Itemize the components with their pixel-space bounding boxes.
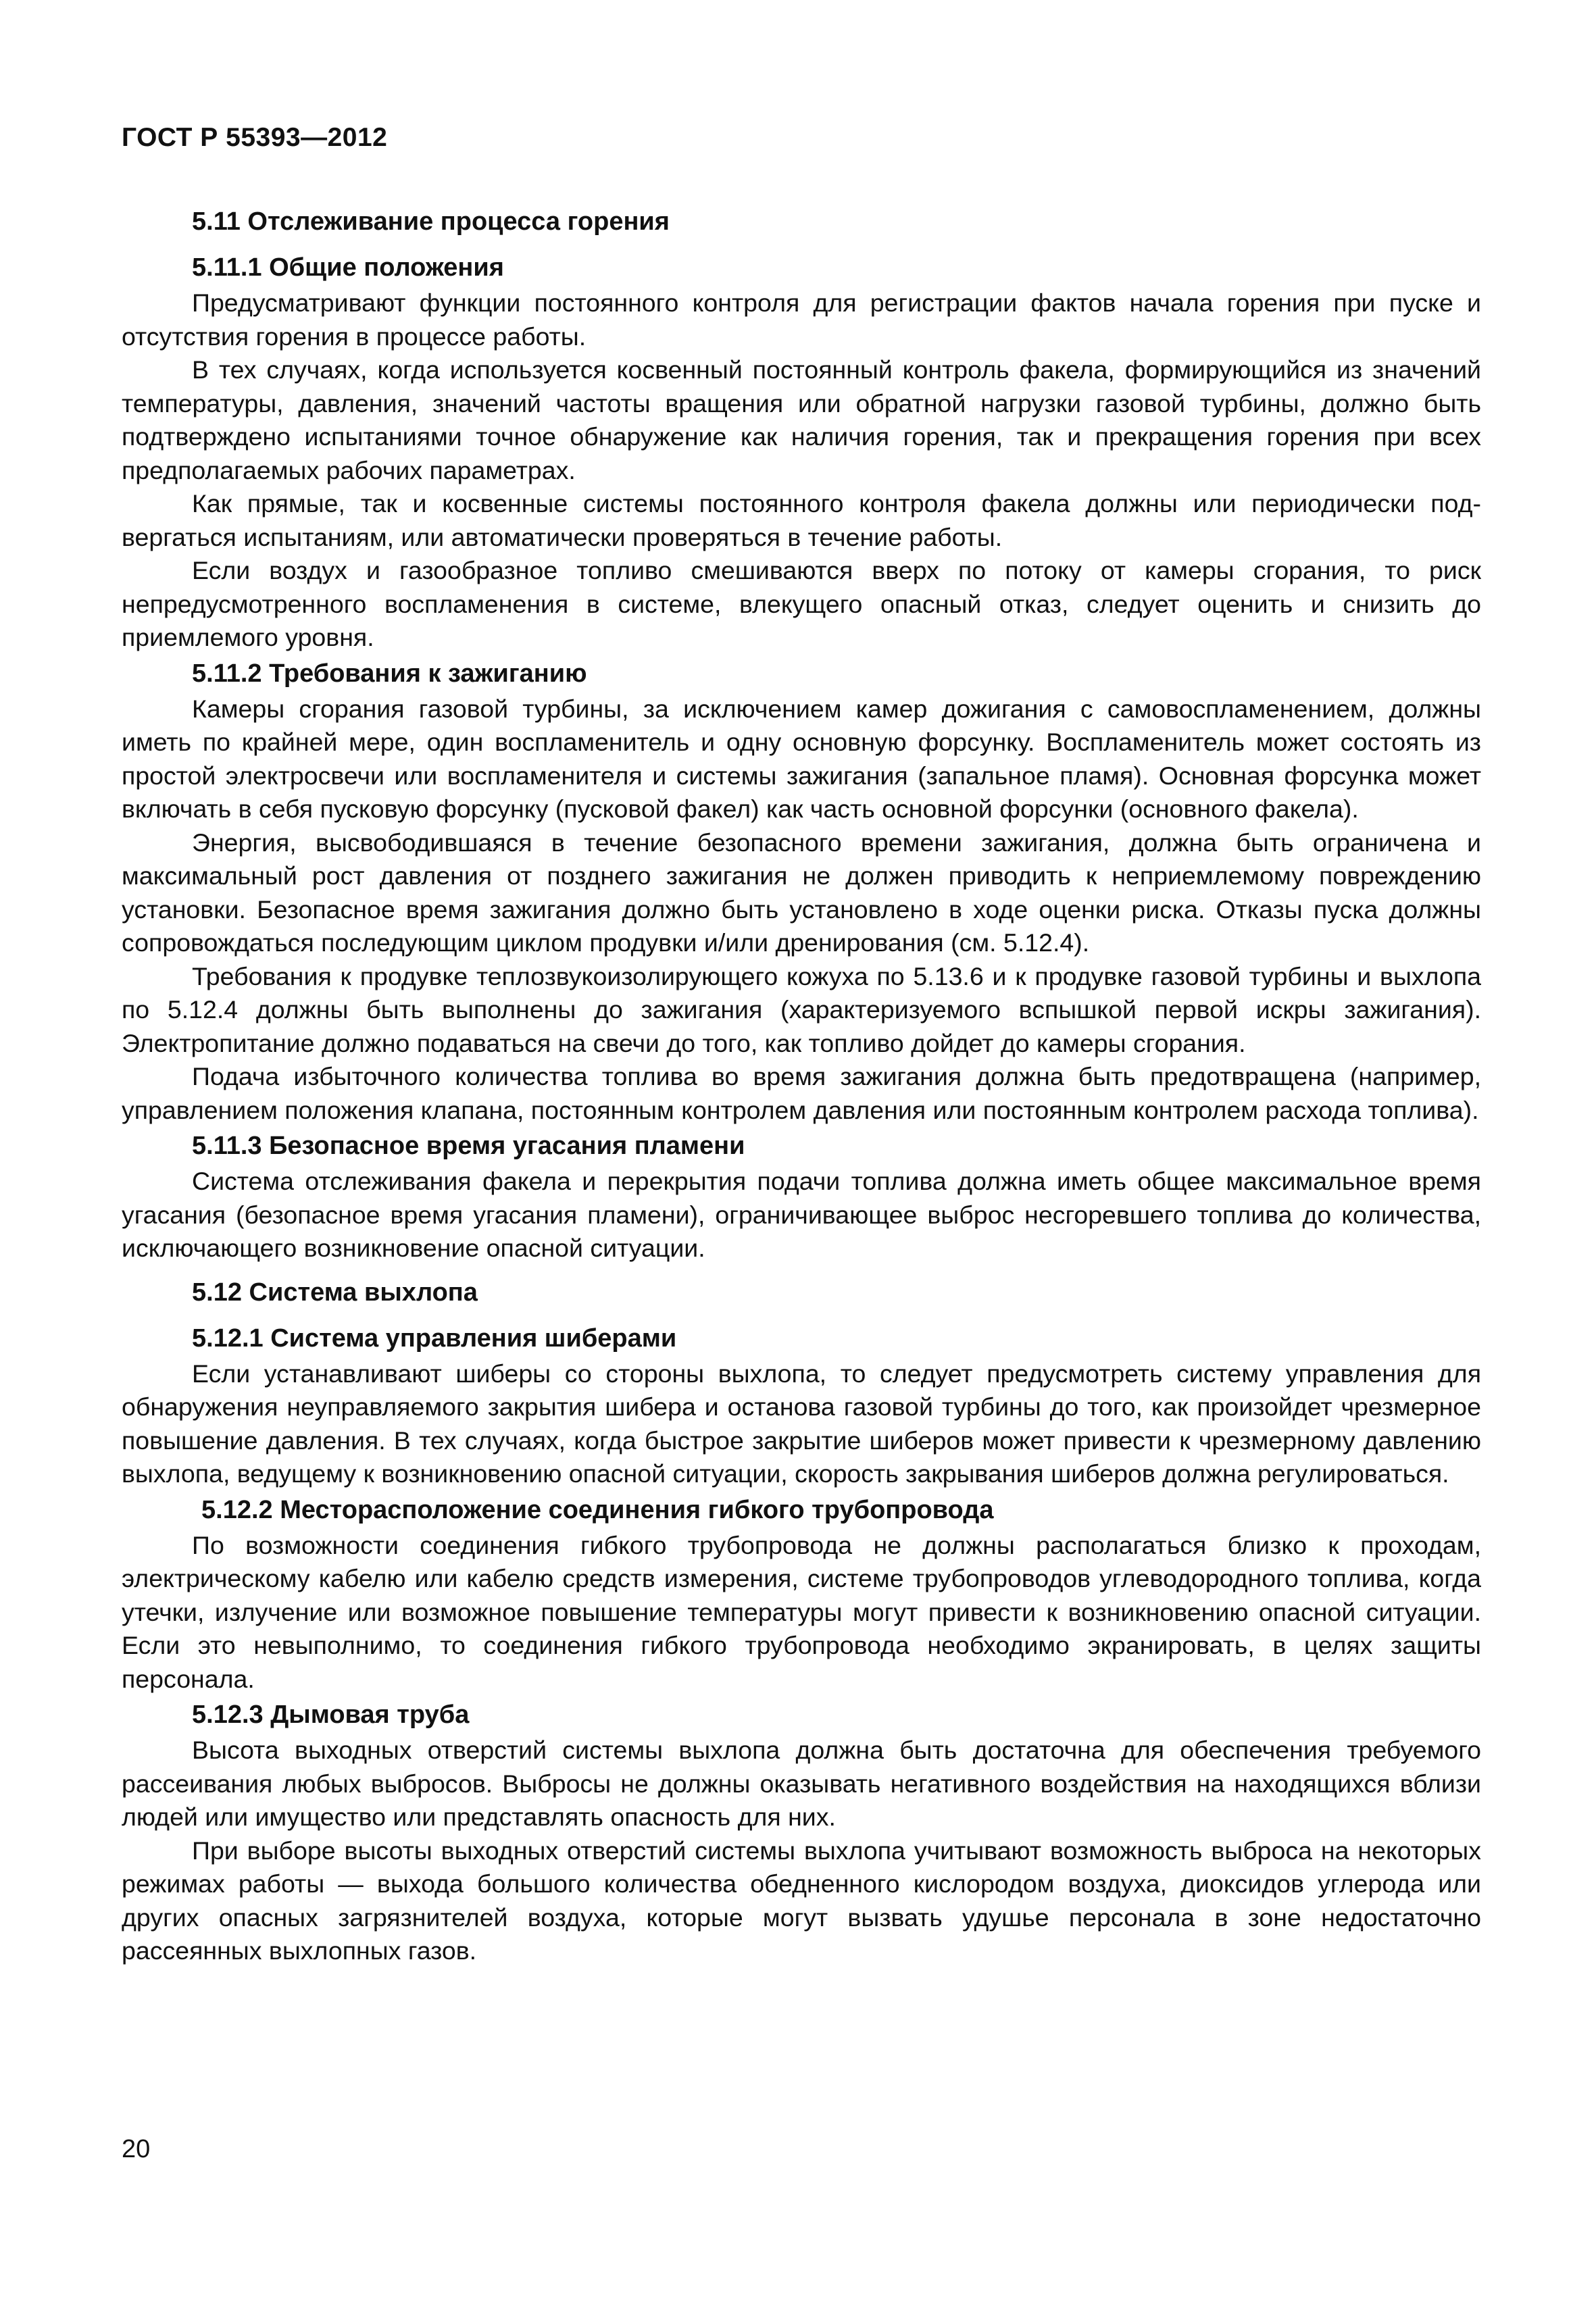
paragraph: Требования к продувке теплозвукоизолирующего кожуха по 5.13.6 и к продувке газовой турбины и выхлопа по 5.12.4 должны быть выполнены до зажигания (характеризуемого вспышкой первой искры зажигания). Электропитание должно подаваться на свечи до того, как топливо дойдет до камеры сгорания.	[122, 961, 1481, 1057]
paragraph: Система отслеживания факела и перекрытия подачи топлива должна иметь общее максимальное время угасания (безопасное время угасания пламени), ограничивающее выброс несгоревшего топлива до количества, исключающего возникновение опасной ситуации.	[122, 1167, 1481, 1262]
section-heading-5-11: 5.11 Отслеживание процесса горения	[192, 207, 670, 236]
paragraph: Высота выходных отверстий системы выхлопа должна быть достаточна для обеспечения требуемого рассеивания любых выбросов. Выбросы не должны оказывать негативного воздействия на находящихся вблизи людей или имущество или представлять опасность для них.	[122, 1736, 1481, 1831]
document-id: ГОСТ Р 55393—2012	[122, 123, 388, 152]
paragraph: При выборе высоты выходных отверстий системы выхлопа учитывают возможность выброса на некоторых режимах работы — выхода большого количества обедненного кислородом воздуха, диоксидов углерода или других опасных загрязнителей воздуха, которые могут вызвать удушье персонала в зоне недостаточно рассеянных выхлопных газов.	[122, 1836, 1481, 1965]
subsection-heading-5-11-2: 5.11.2 Требования к зажиганию	[192, 659, 587, 688]
subsection-heading-5-11-1: 5.11.1 Общие положения	[192, 253, 504, 282]
paragraph: Если воздух и газообразное топливо смешиваются вверх по потоку от камеры сгорания, то риск непредусмотренного воспламенения в системе, влекущего опасный отказ, следует оценить и снизить до приемлемого уровня.	[122, 556, 1481, 651]
subsection-heading-5-11-3: 5.11.3 Безопасное время угасания пламени	[192, 1132, 745, 1160]
page-number: 20	[122, 2135, 151, 2163]
paragraph: Как прямые, так и косвенные системы постоянного контроля факела должны или периодически подвергаться испытаниям, или автоматически проверяться в течение работы.	[122, 489, 1481, 551]
paragraph: Предусматривают функции постоянного контроля для регистрации фактов начала горения при пуске и отсутствия горения в процессе работы.	[122, 288, 1481, 351]
document-body	[122, 203, 1481, 1968]
paragraph: Камеры сгорания газовой турбины, за исключением камер дожигания с самовоспламенением, должны иметь по крайней мере, один воспламенитель и одну основную форсунку. Воспламенитель может состоять из простой электросвечи или воспламенителя и системы зажигания (запальное пламя). Основная форсунка может включать в себя пусковую форсунку (пусковой факел) как часть основной форсунки (основного факела).	[122, 694, 1481, 823]
paragraph: Подача избыточного количества топлива во время зажигания должна быть предотвращена (например, управлением положения клапана, постоянным контролем давления или постоянным контролем расхода топлива).	[122, 1062, 1481, 1124]
paragraph: В тех случаях, когда используется косвенный постоянный контроль факела, формирующийся из значений температуры, давления, значений частоты вращения или обратной нагрузки газовой турбины, должно быть подтверждено испытаниями точное обнаружение как наличия горения, так и прекращения горения при всех предполагаемых рабочих параметрах.	[122, 355, 1481, 484]
section-heading-5-12: 5.12 Система выхлопа	[192, 1278, 478, 1307]
paragraph: Энергия, высвободившаяся в течение безопасного времени зажигания, должна быть ограничена и максимальный рост давления от позднего зажигания не должен приводить к неприемлемому повреждению установки. Безопасное время зажигания должно быть установлено в ходе оценки риска. Отказы пуска должны сопровождаться последующим циклом продувки и/или дренирования (см. 5.12.4).	[122, 828, 1481, 957]
subsection-heading-5-12-1: 5.12.1 Система управления шиберами	[192, 1324, 677, 1353]
subsection-heading-5-12-3: 5.12.3 Дымовая труба	[192, 1701, 470, 1729]
subsection-heading-5-12-2: 5.12.2 Месторасположение соединения гибкого трубопровода	[201, 1495, 994, 1524]
paragraph: По возможности соединения гибкого трубопровода не должны располагаться близко к проходам, электрическому кабелю или кабелю средств измерения, системе трубопроводов углеводородного топлива, когда утечки, излучение или возможное повышение температуры могут привести к возникновению опасной ситуации. Если это невыполнимо, то соединения гибкого трубопровода необходимо экранировать, в целях защиты персонала.	[122, 1530, 1481, 1693]
paragraph: Если устанавливают шиберы со стороны выхлопа, то следует предусмотреть систему управления для обнаружения неуправляемого закрытия шибера и останова газовой турбины до того, как произойдет чрезмерное повышение давления. В тех случаях, когда быстрое закрытие шиберов может привести к чрезмерному давлению выхлопа, ведущему к возникновению опасной ситуации, скорость закрывания шиберов должна регулироваться.	[122, 1359, 1481, 1488]
